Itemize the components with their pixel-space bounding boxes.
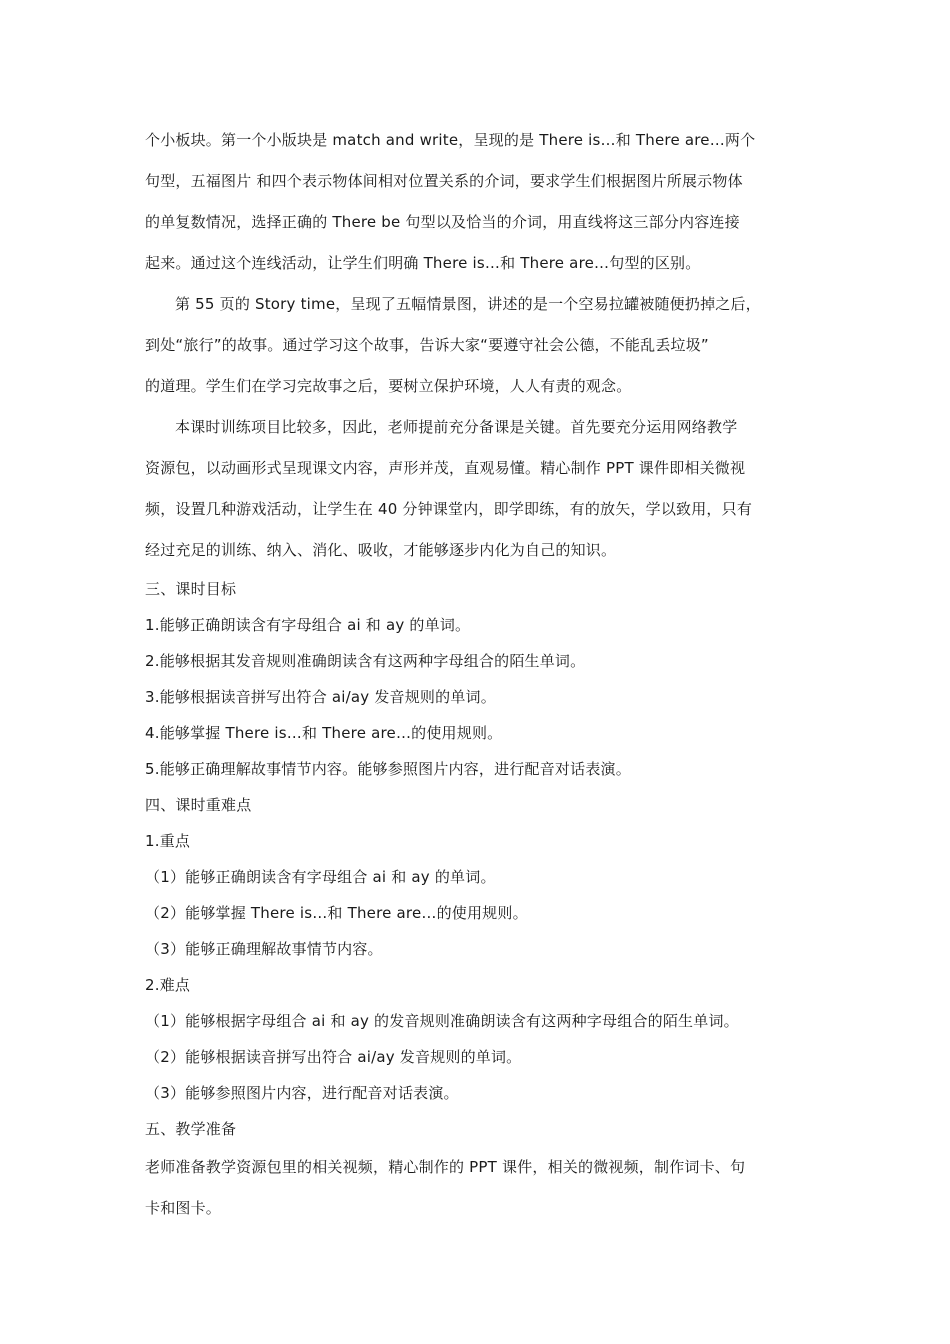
section-teaching-preparation [145,1111,810,1147]
paragraph-story [145,284,810,407]
document-page [145,120,810,1229]
paragraph-preparation-note [145,407,810,571]
text-line: 句型，五福图片 和四个表示物体间相对位置关系的介词，要求学生们根据图片所展示物体 [145,172,743,190]
subsection-heading: 2.难点 [145,976,191,994]
list-item: 3.能够根据读音拼写出符合 ai/ay 发音规则的单词。 [145,688,496,706]
list-item: 2.能够根据其发音规则准确朗读含有这两种字母组合的陌生单词。 [145,652,586,670]
paragraph-preparation [145,1147,810,1229]
text-line: 老师准备教学资源包里的相关视频，精心制作的 PPT 课件，相关的微视频，制作词卡、句 [145,1158,746,1176]
section-heading: 四、课时重难点 [145,796,252,814]
text-line: 频，设置几种游戏活动，让学生在 40 分钟课堂内，即学即练，有的放矢，学以致用，只有 [145,500,753,518]
list-item: 1.能够正确朗读含有字母组合 ai 和 ay 的单词。 [145,616,471,634]
subsection-heading: 1.重点 [145,832,191,850]
list-item: （2）能够根据读音拼写出符合 ai/ay 发音规则的单词。 [145,1048,522,1066]
text-line: 个小板块。第一个小版块是 match and write，呈现的是 There is…和 There are…两个 [145,131,756,149]
text-line: 卡和图卡。 [145,1199,222,1217]
text-line: 本课时训练项目比较多，因此，老师提前充分备课是关键。首先要充分运用网络教学 [175,418,738,436]
text-line: 的单复数情况，选择正确的 There be 句型以及恰当的介词，用直线将这三部分内容连接 [145,213,740,231]
text-line: 到处“旅行”的故事。通过学习这个故事，告诉大家“要遵守社会公德，不能乱丢垃圾” [145,336,709,354]
paragraph-intro [145,120,810,284]
section-key-points [145,787,810,1111]
list-item: （3）能够参照图片内容，进行配音对话表演。 [145,1084,459,1102]
text-line: 资源包，以动画形式呈现课文内容，声形并茂，直观易懂。精心制作 PPT 课件即相关微视 [145,459,746,477]
list-item: （2）能够掌握 There is…和 There are…的使用规则。 [145,904,528,922]
section-heading: 三、课时目标 [145,580,237,598]
list-item: （1）能够根据字母组合 ai 和 ay 的发音规则准确朗读含有这两种字母组合的陌生单词。 [145,1012,739,1030]
section-heading: 五、教学准备 [145,1120,237,1138]
text-line: 第 55 页的 Story time，呈现了五幅情景图，讲述的是一个空易拉罐被随便扔掉之后， [175,295,761,313]
section-objectives [145,571,810,787]
text-line: 起来。通过这个连线活动，让学生们明确 There is…和 There are…句型的区别。 [145,254,701,272]
list-item: （3）能够正确理解故事情节内容。 [145,940,383,958]
list-item: 4.能够掌握 There is…和 There are…的使用规则。 [145,724,503,742]
list-item: 5.能够正确理解故事情节内容。能够参照图片内容，进行配音对话表演。 [145,760,631,778]
list-item: （1）能够正确朗读含有字母组合 ai 和 ay 的单词。 [145,868,496,886]
text-line: 的道理。学生们在学习完故事之后，要树立保护环境，人人有责的观念。 [145,377,632,395]
text-line: 经过充足的训练、纳入、消化、吸收，才能够逐步内化为自己的知识。 [145,541,617,559]
